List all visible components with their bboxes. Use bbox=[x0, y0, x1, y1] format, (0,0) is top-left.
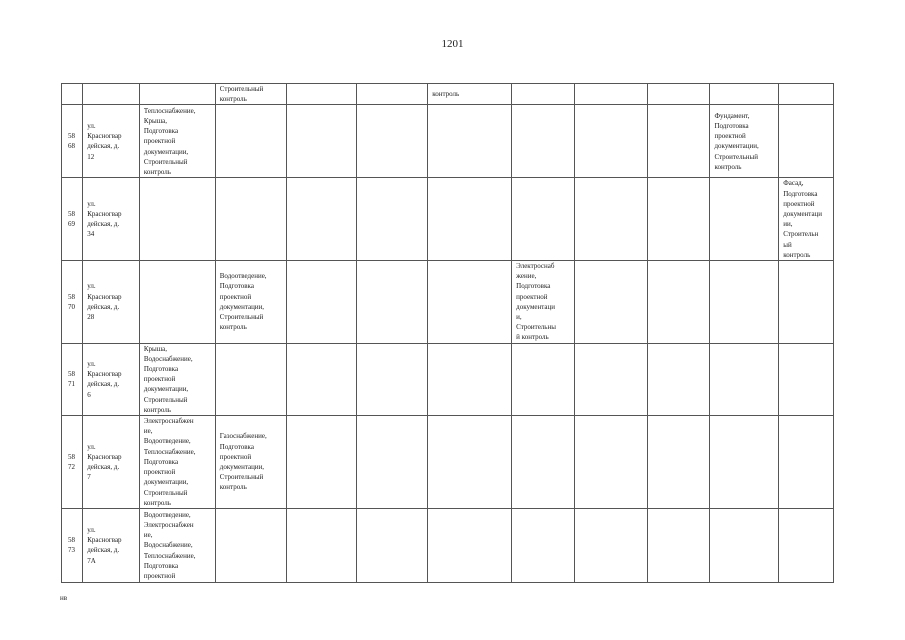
row-number-cell: 58 71 bbox=[62, 343, 83, 415]
work-type-cell bbox=[574, 343, 647, 415]
work-type-cell bbox=[574, 84, 647, 105]
work-type-cell bbox=[710, 508, 779, 582]
work-type-cell: Водоотведение, Подготовка проектной документации, Строительный контроль bbox=[215, 261, 286, 344]
work-type-cell bbox=[428, 261, 512, 344]
work-type-cell bbox=[574, 416, 647, 509]
work-type-cell bbox=[574, 508, 647, 582]
work-type-cell bbox=[428, 105, 512, 178]
address-cell bbox=[83, 84, 140, 105]
work-type-cell bbox=[574, 178, 647, 261]
work-type-cell bbox=[357, 178, 428, 261]
table-row bbox=[62, 508, 834, 582]
address-cell: ул. Красногвар дейская, д. 6 bbox=[83, 343, 140, 415]
work-type-cell bbox=[428, 508, 512, 582]
work-type-cell bbox=[647, 261, 710, 344]
work-type-cell bbox=[710, 343, 779, 415]
work-type-cell bbox=[215, 105, 286, 178]
work-type-cell: Электроснаб жение, Подготовка проектной документаци и, Строительны й контроль bbox=[512, 261, 575, 344]
row-number-cell: 58 69 bbox=[62, 178, 83, 261]
work-type-cell bbox=[512, 508, 575, 582]
work-type-cell bbox=[512, 343, 575, 415]
work-type-cell: контроль bbox=[428, 84, 512, 105]
table-row bbox=[62, 343, 834, 415]
address-cell: ул. Красногвар дейская, д. 28 bbox=[83, 261, 140, 344]
work-type-cell bbox=[647, 416, 710, 509]
work-type-cell bbox=[710, 261, 779, 344]
work-type-cell bbox=[512, 416, 575, 509]
work-type-cell bbox=[710, 416, 779, 509]
work-type-cell bbox=[357, 105, 428, 178]
work-type-cell bbox=[779, 105, 834, 178]
work-type-cell bbox=[647, 343, 710, 415]
work-type-cell: Электроснабжен ие, Водоотведение, Теплоснабжение, Подготовка проектной документации, Строительный контроль bbox=[139, 416, 215, 509]
work-type-cell: Газоснабжение, Подготовка проектной документации, Строительный контроль bbox=[215, 416, 286, 509]
work-type-cell bbox=[779, 261, 834, 344]
work-type-cell bbox=[286, 261, 357, 344]
work-type-cell bbox=[428, 178, 512, 261]
work-type-cell bbox=[357, 416, 428, 509]
repair-schedule-table bbox=[61, 83, 834, 583]
row-number-cell: 58 72 bbox=[62, 416, 83, 509]
footer-mark: нв bbox=[60, 594, 68, 602]
work-type-cell bbox=[428, 343, 512, 415]
work-type-cell bbox=[286, 343, 357, 415]
work-type-cell: Фундамент, Подготовка проектной документации, Строительный контроль bbox=[710, 105, 779, 178]
work-type-cell bbox=[574, 261, 647, 344]
table-row bbox=[62, 416, 834, 509]
work-type-cell bbox=[215, 343, 286, 415]
work-type-cell bbox=[286, 84, 357, 105]
row-number-cell: 58 73 bbox=[62, 508, 83, 582]
work-type-cell bbox=[286, 105, 357, 178]
work-type-cell bbox=[357, 508, 428, 582]
work-type-cell bbox=[512, 178, 575, 261]
work-type-cell bbox=[357, 84, 428, 105]
table-row bbox=[62, 105, 834, 178]
work-type-cell bbox=[779, 508, 834, 582]
work-type-cell: Строительный контроль bbox=[215, 84, 286, 105]
table-row bbox=[62, 84, 834, 105]
row-number-cell: 58 68 bbox=[62, 105, 83, 178]
table-row bbox=[62, 261, 834, 344]
work-type-cell: Фасад, Подготовка проектной документаци ии, Строительн ый контроль bbox=[779, 178, 834, 261]
work-type-cell bbox=[357, 261, 428, 344]
work-type-cell bbox=[574, 105, 647, 178]
row-number-cell bbox=[62, 84, 83, 105]
work-type-cell bbox=[647, 508, 710, 582]
address-cell: ул. Красногвар дейская, д. 7 bbox=[83, 416, 140, 509]
work-type-cell bbox=[139, 84, 215, 105]
work-type-cell bbox=[647, 178, 710, 261]
work-type-cell bbox=[215, 178, 286, 261]
work-type-cell bbox=[512, 84, 575, 105]
address-cell: ул. Красногвар дейская, д. 12 bbox=[83, 105, 140, 178]
work-type-cell bbox=[286, 178, 357, 261]
work-type-cell bbox=[428, 416, 512, 509]
work-type-cell bbox=[215, 508, 286, 582]
row-number-cell: 58 70 bbox=[62, 261, 83, 344]
work-type-cell bbox=[286, 508, 357, 582]
work-type-cell bbox=[779, 84, 834, 105]
work-type-cell bbox=[710, 178, 779, 261]
work-type-cell: Водоотведение, Электроснабжен ие, Водоснабжение, Теплоснабжение, Подготовка проектной bbox=[139, 508, 215, 582]
work-type-cell bbox=[139, 178, 215, 261]
page-number: 1201 bbox=[441, 38, 464, 50]
work-type-cell bbox=[779, 416, 834, 509]
work-type-cell bbox=[512, 105, 575, 178]
work-type-cell bbox=[647, 105, 710, 178]
table-row bbox=[62, 178, 834, 261]
address-cell: ул. Красногвар дейская, д. 34 bbox=[83, 178, 140, 261]
work-type-cell bbox=[139, 261, 215, 344]
work-type-cell bbox=[710, 84, 779, 105]
address-cell: ул. Красногвар дейская, д. 7А bbox=[83, 508, 140, 582]
work-type-cell bbox=[286, 416, 357, 509]
work-type-cell bbox=[647, 84, 710, 105]
work-type-cell: Крыша, Водоснабжение, Подготовка проектной документации, Строительный контроль bbox=[139, 343, 215, 415]
work-type-cell bbox=[357, 343, 428, 415]
work-type-cell: Теплоснабжение, Крыша, Подготовка проектной документации, Строительный контроль bbox=[139, 105, 215, 178]
work-type-cell bbox=[779, 343, 834, 415]
